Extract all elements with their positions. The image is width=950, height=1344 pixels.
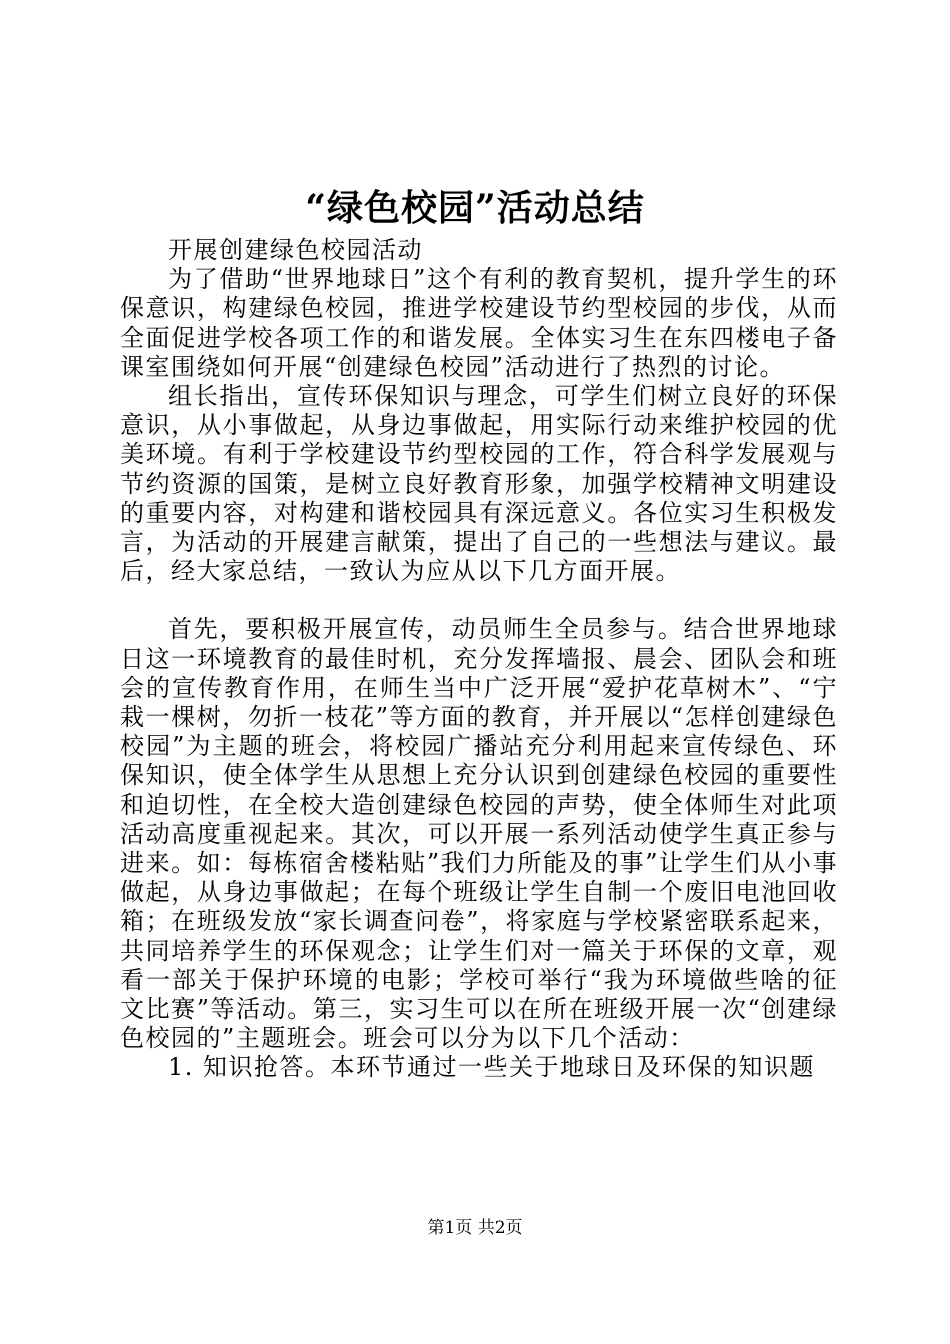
- document-body: [120, 236, 838, 1083]
- paragraph-subtitle: 开展创建绿色校园活动: [168, 236, 423, 264]
- paragraph-activities: 首先，要积极开展宣传，动员师生全员参与。结合世界地球日这一环境教育的最佳时机，充分发挥墙报、晨会、团队会和班会的宣传教育作用，在师生当中广泛开展“爱护花草树木”、“宁栽一棵树，勿折一枝花”等方面的教育，并开展以“怎样创建绿色校园”为主题的班会，将校园广播站充分利用起来宣传绿色、环保知识，使全体学生从思想上充分认识到创建绿色校园的重要性和迫切性，在全校大造创建绿色校园的声势，使全体师生对此项活动高度重视起来。其次，可以开展一系列活动使学生真正参与进来。如：每栋宿舍楼粘贴”我们力所能及的事”让学生们从小事做起，从身边事做起；在每个班级让学生自制一个废旧电池回收箱；在班级发放“家长调查问卷”，将家庭与学校紧密联系起来，共同培养学生的环保观念；让学生们对一篇关于环保的文章，观看一部关于保护环境的电影；学校可举行“我为环境做些啥的征文比赛”等活动。第三，实习生可以在所在班级开展一次“创建绿色校园的”主题班会。班会可以分为以下几个活动：: [120, 615, 838, 1053]
- paragraph-leader-remarks: 组长指出，宣传环保知识与理念，可学生们树立良好的环保意识，从小事做起，从身边事做起，用实际行动来维护校园的优美环境。有利于学校建设节约型校园的工作，符合科学发展观与节约资源的国策，是树立良好教育形象，加强学校精神文明建设的重要内容，对构建和谐校园具有深远意义。各位实习生积极发言，为活动的开展建言献策，提出了自己的一些想法与建议。最后，经大家总结，一致认为应从以下几方面开展。: [120, 382, 838, 586]
- paragraph-knowledge-quiz: 1. 知识抢答。本环节通过一些关于地球日及环保的知识题: [168, 1053, 816, 1082]
- paragraph-intro: 为了借助“世界地球日”这个有利的教育契机，提升学生的环保意识，构建绿色校园，推进学校建设节约型校园的步伐，从而全面促进学校各项工作的和谐发展。全体实习生在东四楼电子备课室围绕如何开展“创建绿色校园”活动进行了热烈的讨论。: [120, 265, 838, 381]
- document-title: “绿色校园”活动总结: [305, 187, 645, 229]
- page-number-footer: 第1页 共2页: [427, 1218, 523, 1238]
